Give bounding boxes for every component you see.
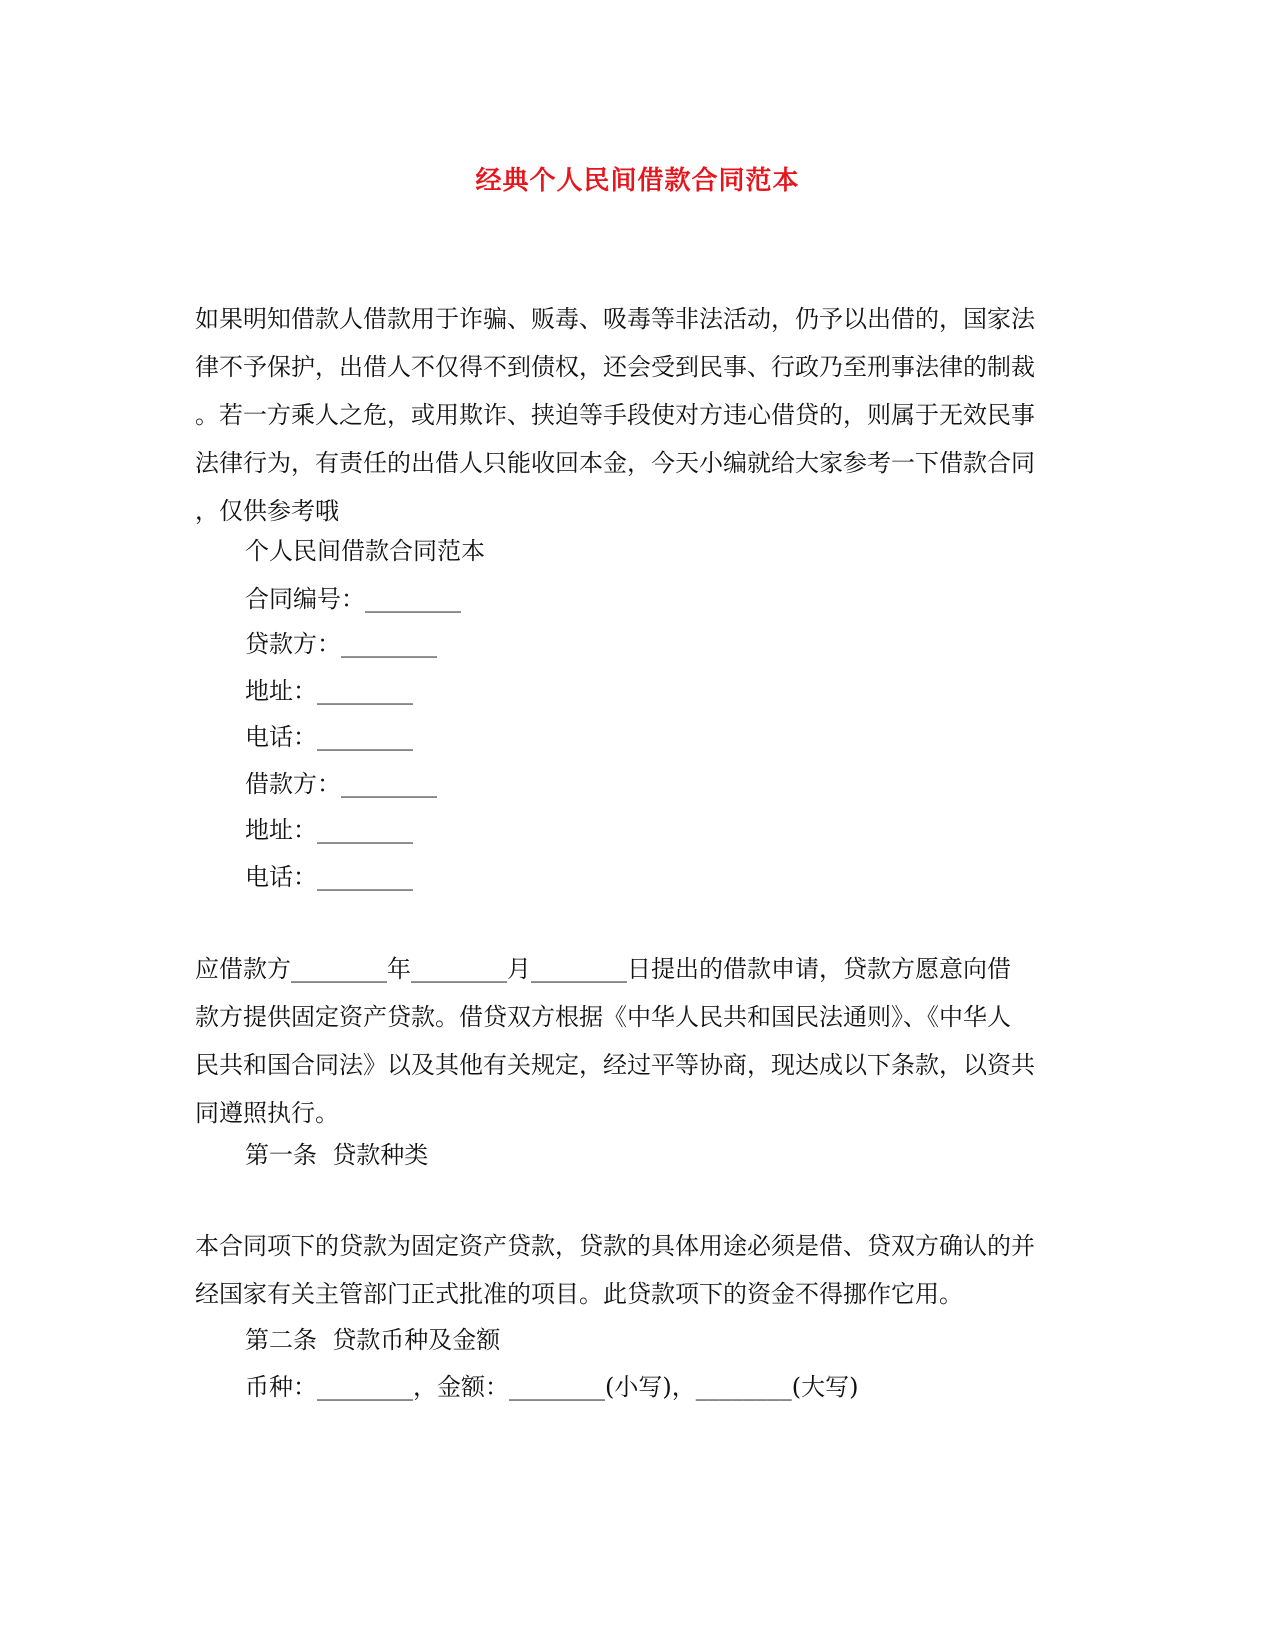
intro-line: 律不予保护，出借人不仅得不到债权，还会受到民事、行政乃至刑事法律的制裁 xyxy=(195,353,1035,381)
intro-line: 。若一方乘人之危，或用欺诈、挟迫等手段使对方违心借贷的，则属于无效民事 xyxy=(195,401,1035,429)
preamble-paragraph xyxy=(195,945,1075,1137)
contract-number-field: 合同编号：________ xyxy=(245,585,461,613)
contract-subtitle: 个人民间借款合同范本 xyxy=(245,537,485,565)
intro-line: 法律行为，有责任的出借人只能收回本金，今天小编就给大家参考一下借款合同 xyxy=(195,449,1035,477)
borrower-phone-field: 电话：________ xyxy=(245,863,413,891)
intro-paragraph xyxy=(195,295,1075,535)
lender-address-field: 地址：________ xyxy=(245,677,413,705)
preamble-line: 款方提供固定资产贷款。借贷双方根据《中华人民共和国民法通则》、《中华人 xyxy=(195,1003,1011,1031)
preamble-line: 同遵照执行。 xyxy=(195,1099,339,1127)
article-2-currency-amount: 币种：________，金额：________(小写)，________(大写) xyxy=(245,1373,859,1401)
preamble-line: 应借款方________年________月________日提出的借款申请，贷款方愿意向借 xyxy=(195,955,1011,983)
article-2-heading: 第二条 贷款币种及金额 xyxy=(245,1326,501,1354)
document-title: 经典个人民间借款合同范本 xyxy=(475,166,800,196)
intro-line: 如果明知借款人借款用于诈骗、贩毒、吸毒等非法活动，仍予以出借的，国家法 xyxy=(195,305,1035,333)
lender-phone-field: 电话：________ xyxy=(245,723,413,751)
preamble-line: 民共和国合同法》以及其他有关规定，经过平等协商，现达成以下条款，以资共 xyxy=(195,1051,1035,1079)
borrower-field: 借款方：________ xyxy=(245,770,437,798)
article-1-line: 本合同项下的贷款为固定资产贷款，贷款的具体用途必须是借、贷双方确认的并 xyxy=(195,1232,1035,1260)
lender-field: 贷款方：________ xyxy=(245,630,437,658)
borrower-address-field: 地址：________ xyxy=(245,816,413,844)
intro-line: ，仅供参考哦 xyxy=(195,497,339,525)
article-1-line: 经国家有关主管部门正式批准的项目。此贷款项下的资金不得挪作它用。 xyxy=(195,1280,963,1308)
article-1-body xyxy=(195,1222,1075,1318)
article-1-heading: 第一条 贷款种类 xyxy=(245,1141,429,1169)
